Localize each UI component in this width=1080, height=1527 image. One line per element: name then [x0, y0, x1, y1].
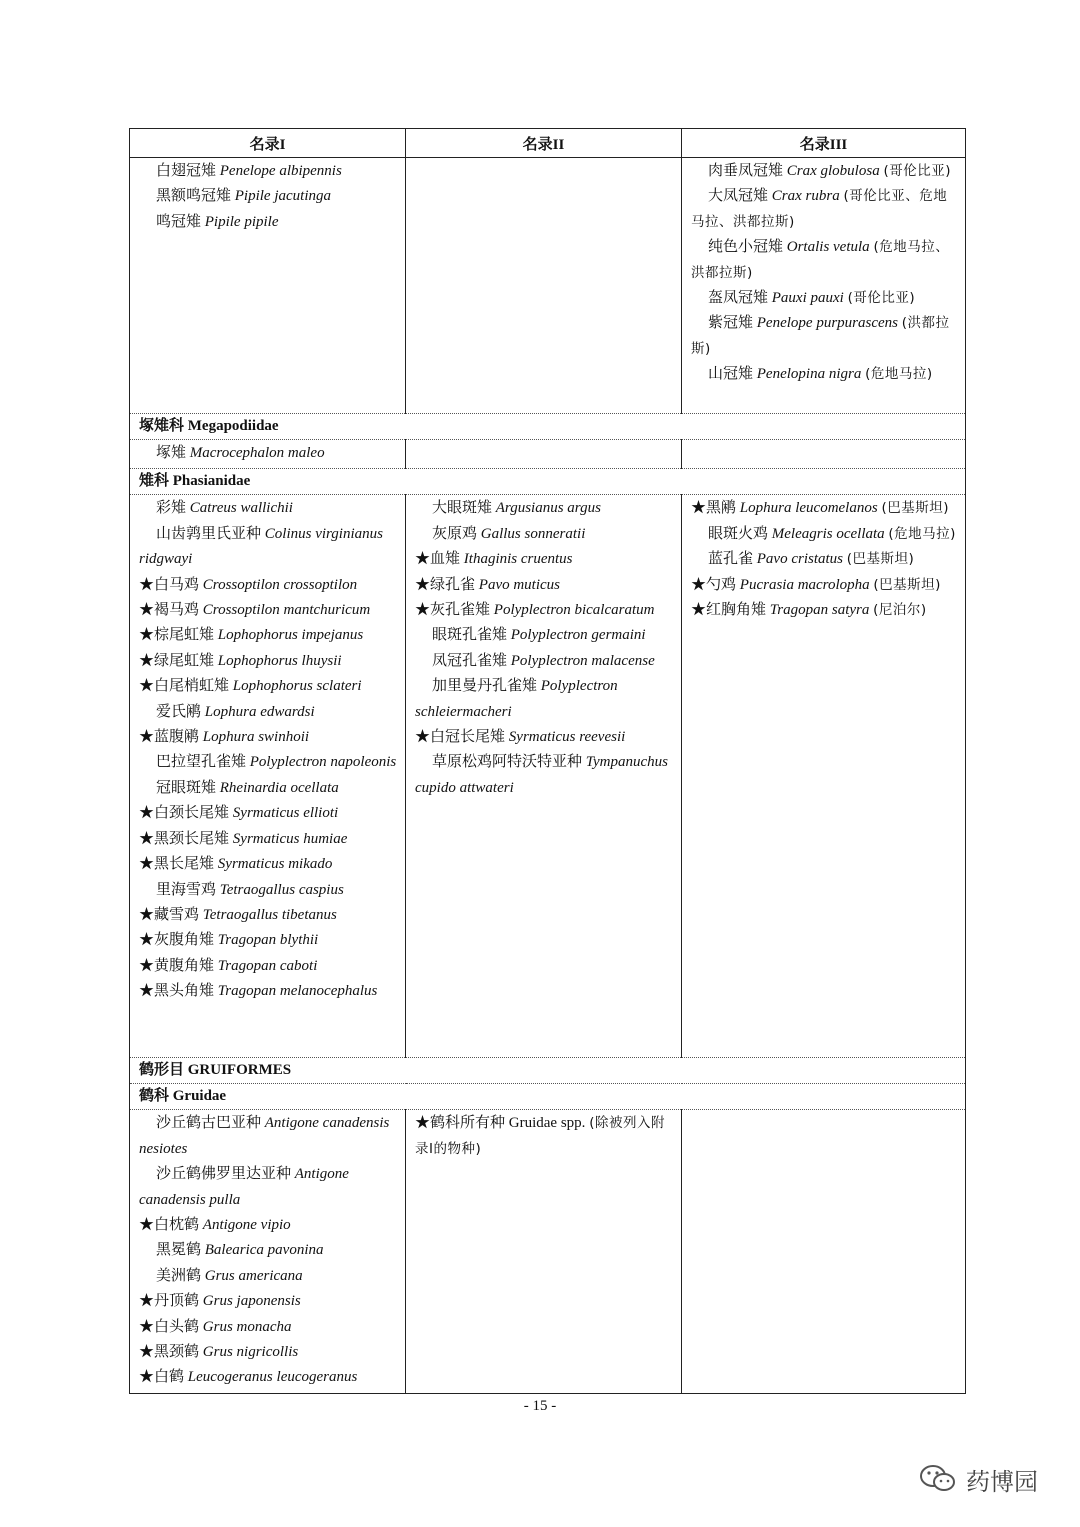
scientific-name: Grus nigricollis [202, 1344, 299, 1361]
scientific-name: Syrmaticus humiae [232, 830, 348, 847]
scientific-name: Tetraogallus caspius [219, 881, 344, 898]
appendix-1-cell [130, 495, 406, 1058]
species-row-cracidae-continued [130, 158, 966, 414]
star-marker: ★ [415, 551, 431, 568]
scientific-name: Macrocephalon maleo [189, 445, 325, 461]
chinese-name: 白头鹤 [154, 1318, 200, 1335]
chinese-name: 冠眼斑雉 [156, 779, 217, 796]
species-entry [139, 184, 397, 209]
appendix-3-cell [682, 440, 966, 469]
star-marker: ★ [139, 576, 155, 593]
species-entry [139, 1315, 397, 1340]
scientific-name: Crossoptilon crossoptilon [202, 576, 358, 593]
chinese-name: 巴拉望孔雀雉 [156, 754, 247, 771]
scientific-name: Penelope purpurascens [756, 315, 898, 332]
range-note: (尼泊尔) [873, 602, 927, 619]
chinese-name: 丹顶鹤 [154, 1293, 200, 1310]
star-marker: ★ [139, 932, 155, 949]
species-entry [139, 573, 397, 598]
taxon-name: Gruidae spp. [508, 1115, 586, 1132]
header-appendix-3: 名录III [682, 129, 966, 158]
family-heading: 雉科 Phasianidae [130, 469, 966, 495]
chinese-name: 山齿鹑里氏亚种 [156, 525, 262, 542]
watermark-text: 药博园 [966, 1467, 1038, 1496]
species-entry [415, 623, 673, 648]
species-entry [691, 235, 957, 286]
scientific-name: Lophura swinhoii [202, 729, 310, 746]
range-note: (哥伦比亚、危地马拉、洪都拉斯) [691, 188, 948, 230]
scientific-name: Tympanuchus cupido attwateri [415, 754, 668, 796]
star-marker: ★ [139, 1318, 155, 1335]
chinese-name: 大凤冠雉 [708, 188, 769, 205]
chinese-name: 黑冕鹤 [156, 1242, 202, 1259]
chinese-name: 鹤科所有种 [430, 1115, 506, 1132]
family-row [130, 1084, 966, 1110]
appendix-1-cell [130, 440, 406, 469]
species-entry [691, 496, 957, 521]
appendix-1-cell [130, 158, 406, 414]
species-entry [139, 827, 397, 852]
species-entry [139, 496, 397, 521]
wechat-icon [918, 1463, 958, 1495]
scientific-name: Polyplectron bicalcaratum [493, 602, 655, 619]
scientific-name: Ortalis vetula [786, 239, 870, 256]
star-marker: ★ [415, 1115, 431, 1132]
range-note: (危地马拉) [888, 525, 956, 542]
scientific-name: Syrmaticus mikado [217, 856, 333, 873]
star-marker: ★ [415, 576, 431, 593]
scientific-name: Penelopina nigra [756, 366, 862, 383]
appendix-table [129, 128, 966, 1394]
range-note: (危地马拉) [865, 366, 933, 383]
scientific-name: Lophura edwardsi [204, 703, 315, 720]
species-entry [139, 954, 397, 979]
species-entry [415, 522, 673, 547]
species-entry [415, 598, 673, 623]
star-marker: ★ [139, 906, 155, 923]
species-entry [691, 311, 957, 362]
species-entry [691, 286, 957, 311]
scientific-name: Antigone canadensis nesiotes [139, 1115, 390, 1157]
chinese-name: 大眼斑雉 [432, 500, 493, 517]
scientific-name: Grus americana [204, 1267, 303, 1284]
species-entry [139, 725, 397, 750]
scientific-name: Pucrasia macrolopha [739, 576, 870, 593]
chinese-name: 肉垂凤冠雉 [708, 163, 784, 179]
species-entry [139, 674, 397, 699]
species-entry [139, 801, 397, 826]
scientific-name: Crax globulosa [786, 163, 880, 179]
appendix-2-cell [406, 495, 682, 1058]
scientific-name: Polyplectron malacense [510, 652, 655, 669]
scientific-name: Crossoptilon mantchuricum [202, 602, 371, 619]
species-row-gruidae [130, 1110, 966, 1393]
chinese-name: 灰原鸡 [432, 525, 478, 542]
star-marker: ★ [415, 602, 431, 619]
species-entry [139, 1365, 397, 1390]
species-entry [415, 649, 673, 674]
chinese-name: 沙丘鹤古巴亚种 [156, 1115, 262, 1132]
star-marker: ★ [415, 729, 431, 746]
star-marker: ★ [139, 652, 155, 669]
species-entry [139, 1340, 397, 1365]
appendix-3-cell [682, 495, 966, 1058]
scientific-name: Grus monacha [202, 1318, 292, 1335]
chinese-name: 勺鸡 [706, 576, 737, 593]
watermark [918, 1459, 1038, 1499]
chinese-name: 蓝孔雀 [708, 551, 754, 568]
chinese-name: 血雉 [430, 551, 461, 568]
star-marker: ★ [139, 602, 155, 619]
appendix-1-cell [130, 1110, 406, 1393]
species-entry [691, 547, 957, 572]
chinese-name: 绿尾虹雉 [154, 652, 215, 669]
species-entry [139, 598, 397, 623]
chinese-name: 白鹤 [154, 1369, 185, 1386]
chinese-name: 白冠长尾雉 [430, 729, 506, 746]
family-row [130, 469, 966, 495]
species-entry [415, 496, 673, 521]
chinese-name: 黑鹇 [706, 500, 737, 517]
chinese-name: 红胸角雉 [706, 602, 767, 619]
chinese-name: 美洲鹤 [156, 1267, 202, 1284]
scientific-name: Antigone canadensis pulla [139, 1166, 349, 1208]
chinese-name: 鸣冠雉 [156, 213, 202, 230]
chinese-name: 彩雉 [156, 500, 187, 517]
chinese-name: 白马鸡 [154, 576, 200, 593]
species-entry [691, 184, 957, 235]
appendix-3-cell [682, 1110, 966, 1393]
page-number: - 15 - [523, 1398, 557, 1414]
star-marker: ★ [139, 678, 155, 695]
range-note: (哥伦比亚) [847, 290, 916, 307]
scientific-name: Polyplectron germaini [510, 627, 646, 644]
family-row [130, 1058, 966, 1084]
species-entry [691, 159, 957, 184]
species-entry [139, 1111, 397, 1162]
scientific-name: Meleagris ocellata [771, 525, 885, 542]
star-marker: ★ [139, 1217, 155, 1234]
range-note: (哥伦比亚) [883, 163, 951, 179]
chinese-name: 棕尾虹雉 [154, 627, 215, 644]
appendix-2-cell [406, 440, 682, 469]
star-marker: ★ [139, 983, 155, 1000]
species-row-megapodiidae [130, 440, 966, 469]
species-entry [139, 649, 397, 674]
scientific-name: Lophophorus lhuysii [217, 652, 342, 669]
scientific-name: Syrmaticus reevesii [508, 729, 626, 746]
chinese-name: 爱氏鹇 [156, 703, 202, 720]
scientific-name: Polyplectron napoleonis [249, 754, 397, 771]
scientific-name: Lophophorus sclateri [232, 678, 362, 695]
star-marker: ★ [139, 957, 155, 974]
star-marker: ★ [139, 805, 155, 822]
scientific-name: Penelope albipennis [219, 163, 342, 179]
species-entry [415, 674, 673, 725]
chinese-name: 绿孔雀 [430, 576, 476, 593]
chinese-name: 褐马鸡 [154, 602, 200, 619]
star-marker: ★ [139, 1369, 155, 1386]
species-entry [139, 852, 397, 877]
chinese-name: 纯色小冠雉 [708, 239, 784, 256]
scientific-name: Pauxi pauxi [771, 290, 844, 307]
chinese-name: 黑长尾雉 [154, 856, 215, 873]
chinese-name: 草原松鸡阿特沃特亚种 [432, 754, 583, 771]
chinese-name: 黄腹角雉 [154, 957, 215, 974]
species-entry [139, 1213, 397, 1238]
species-entry [415, 750, 673, 801]
chinese-name: 蓝腹鹇 [154, 729, 200, 746]
chinese-name: 黑颈长尾雉 [154, 830, 230, 847]
species-entry [139, 1238, 397, 1263]
appendix-2-cell [406, 1110, 682, 1393]
species-entry [691, 573, 957, 598]
species-entry [691, 522, 957, 547]
chinese-name: 灰孔雀雉 [430, 602, 491, 619]
scientific-name: Polyplectron schleiermacheri [415, 678, 618, 720]
scientific-name: Gallus sonneratii [480, 525, 586, 542]
species-entry [139, 1264, 397, 1289]
header-appendix-2: 名录II [406, 129, 682, 158]
scientific-name: Colinus virginianus ridgwayi [139, 525, 383, 568]
scientific-name: Crax rubra [771, 188, 840, 205]
family-heading: 鹤科 Gruidae [130, 1084, 966, 1110]
table-body [130, 158, 966, 1394]
species-entry [139, 750, 397, 775]
star-marker: ★ [139, 856, 155, 873]
range-note: (危地马拉、洪都拉斯) [691, 239, 950, 281]
scientific-name: Tragopan satyra [769, 602, 870, 619]
species-entry [139, 700, 397, 725]
star-marker: ★ [139, 627, 155, 644]
scientific-name: Pipile pipile [204, 213, 279, 230]
range-note: (洪都拉斯) [691, 315, 950, 357]
range-note: (巴基斯坦) [881, 500, 949, 517]
species-entry [691, 598, 957, 623]
chinese-name: 里海雪鸡 [156, 881, 217, 898]
chinese-name: 黑额鸣冠雉 [156, 188, 232, 205]
scientific-name: Leucogeranus leucogeranus [187, 1369, 358, 1386]
appendix-table-container [129, 128, 965, 1394]
species-entry [139, 1162, 397, 1213]
chinese-name: 白翅冠雉 [156, 163, 217, 179]
scientific-name: Lophophorus impejanus [217, 627, 364, 644]
chinese-name: 加里曼丹孔雀雉 [432, 678, 538, 695]
range-note: (巴基斯坦) [846, 551, 915, 568]
scientific-name: Argusianus argus [495, 500, 601, 517]
scientific-name: Pipile jacutinga [234, 188, 331, 205]
species-entry [139, 623, 397, 648]
scientific-name: Pavo muticus [478, 576, 561, 593]
chinese-name: 灰腹角雉 [154, 932, 215, 949]
species-entry [139, 159, 397, 184]
chinese-name: 凤冠孔雀雉 [432, 652, 508, 669]
species-entry [139, 1289, 397, 1314]
scientific-name: Tragopan melanocephalus [217, 983, 378, 1000]
chinese-name: 眼斑火鸡 [708, 525, 769, 542]
range-note: (巴基斯坦) [873, 576, 941, 593]
scientific-name: Balearica pavonina [204, 1242, 324, 1259]
family-heading: 鹤形目 GRUIFORMES [130, 1058, 966, 1084]
chinese-name: 白颈长尾雉 [154, 805, 230, 822]
star-marker: ★ [691, 500, 707, 517]
species-entry [139, 903, 397, 928]
scientific-name: Grus japonensis [202, 1293, 301, 1310]
star-marker: ★ [139, 1293, 155, 1310]
species-entry [139, 979, 397, 1004]
species-entry [139, 776, 397, 801]
star-marker: ★ [139, 1344, 155, 1361]
chinese-name: 黑颈鹤 [154, 1344, 200, 1361]
scientific-name: Antigone vipio [202, 1217, 291, 1234]
chinese-name: 山冠雉 [708, 366, 754, 383]
family-row [130, 414, 966, 440]
species-row-phasianidae [130, 495, 966, 1058]
scientific-name: Pavo cristatus [756, 551, 844, 568]
species-entry [139, 878, 397, 903]
scientific-name: Ithaginis cruentus [463, 551, 573, 568]
family-heading: 塚雉科 Megapodiidae [130, 414, 966, 440]
species-entry [691, 362, 957, 387]
chinese-name: 藏雪鸡 [154, 906, 200, 923]
scientific-name: Tetraogallus tibetanus [202, 906, 337, 923]
chinese-name: 紫冠雉 [708, 315, 754, 332]
appendix-3-cell [682, 158, 966, 414]
star-marker: ★ [691, 602, 707, 619]
scientific-name: Tragopan blythii [217, 932, 319, 949]
scientific-name: Lophura leucomelanos [739, 500, 878, 517]
species-entry [415, 725, 673, 750]
species-entry [139, 210, 397, 235]
star-marker: ★ [691, 576, 707, 593]
species-entry [139, 928, 397, 953]
chinese-name: 盔凤冠雉 [708, 290, 769, 307]
appendix-2-cell [406, 158, 682, 414]
chinese-name: 白尾梢虹雉 [154, 678, 230, 695]
scientific-name: Rheinardia ocellata [219, 779, 339, 796]
chinese-name: 沙丘鹤佛罗里达亚种 [156, 1166, 292, 1183]
scientific-name: Tragopan caboti [217, 957, 318, 974]
species-entry [139, 441, 397, 466]
range-note: (除被列入附录I的物种) [415, 1115, 665, 1157]
species-entry [139, 522, 397, 573]
scientific-name: Catreus wallichii [189, 500, 293, 517]
scientific-name: Syrmaticus ellioti [232, 805, 339, 822]
header-appendix-1: 名录I [130, 129, 406, 158]
chinese-name: 塚雉 [156, 445, 187, 461]
species-entry [415, 573, 673, 598]
species-entry [415, 1111, 673, 1162]
table-header-row [130, 129, 966, 158]
chinese-name: 黑头角雉 [154, 983, 215, 1000]
chinese-name: 眼斑孔雀雉 [432, 627, 508, 644]
chinese-name: 白枕鹤 [154, 1217, 200, 1234]
star-marker: ★ [139, 830, 155, 847]
star-marker: ★ [139, 729, 155, 746]
species-entry [415, 547, 673, 572]
